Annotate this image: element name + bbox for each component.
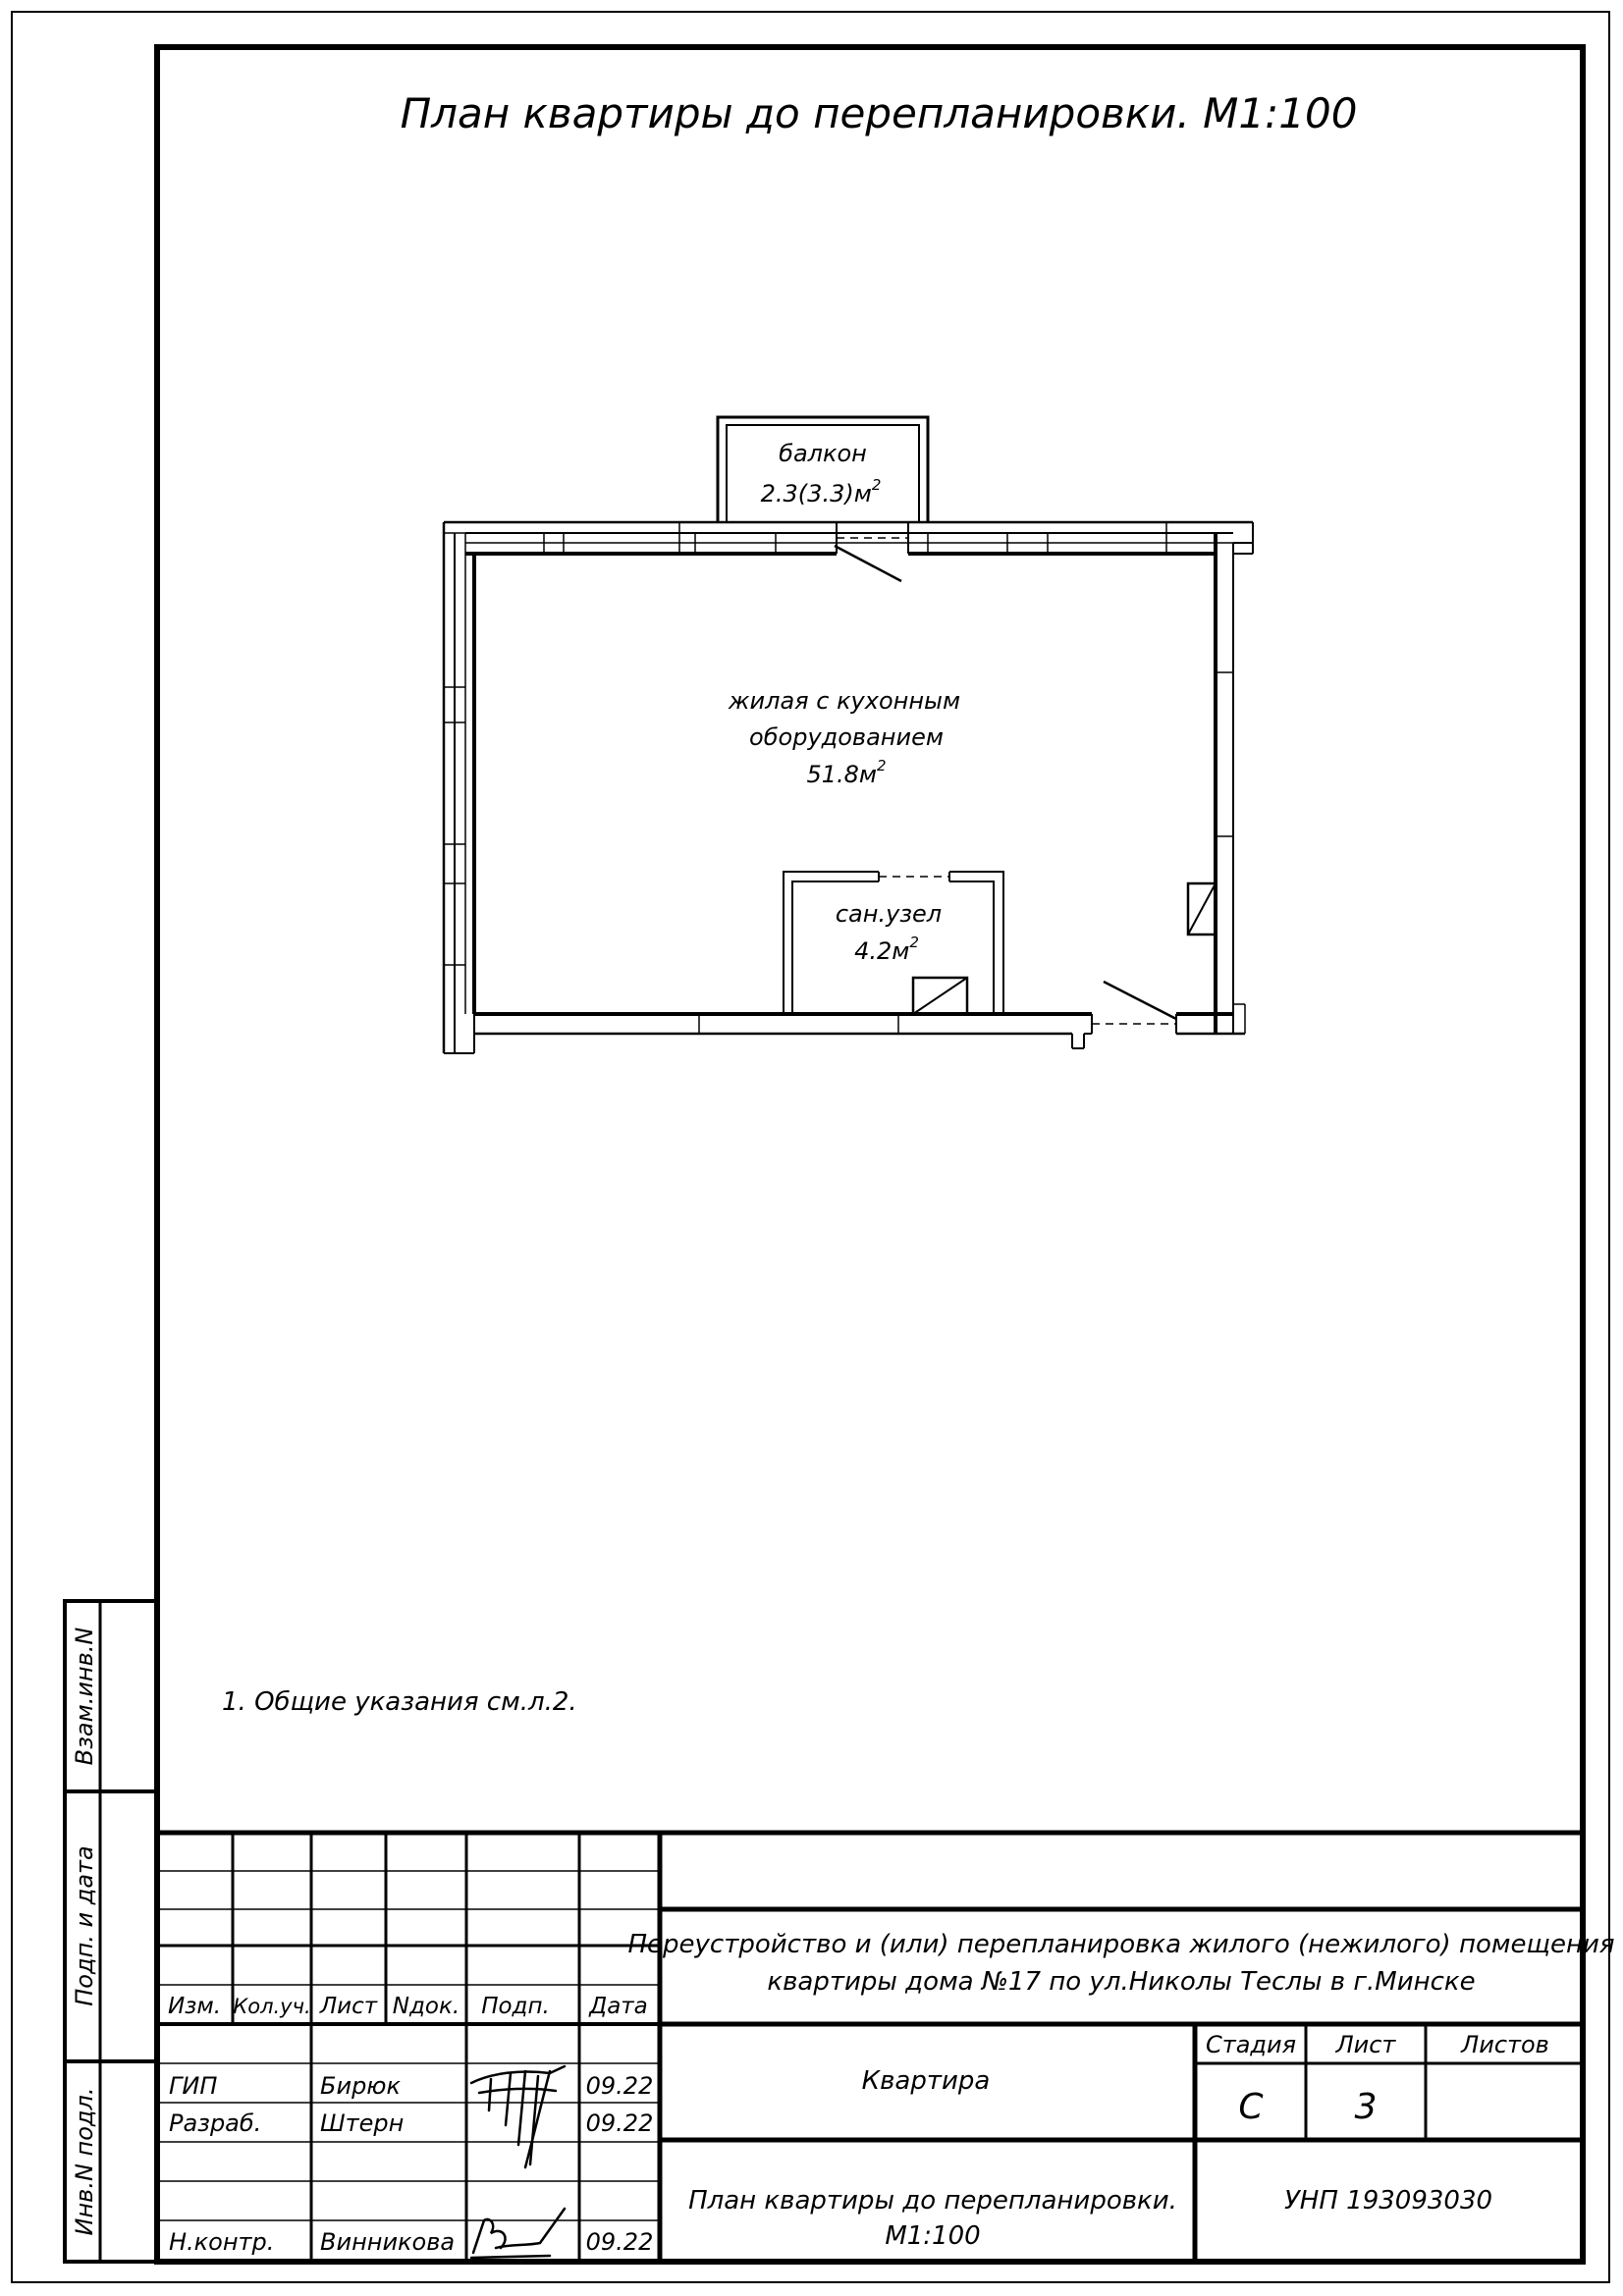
hdr-list: Лист xyxy=(319,1994,378,2019)
side-stamp-podp: Подп. и дата xyxy=(71,1845,98,2006)
hdr-kol: Кол.уч. xyxy=(233,1995,311,2018)
signer-role-razrab: Разраб. xyxy=(169,2109,262,2137)
sheet-value: 3 xyxy=(1354,2087,1378,2127)
living-name-line2: оборудованием xyxy=(749,723,944,751)
right-wall xyxy=(1188,533,1245,1034)
balcony-area: $2.3(3.3)м^2$ xyxy=(760,476,882,507)
balcony-name: балкон xyxy=(779,440,867,467)
hdr-ndok: Nдок. xyxy=(392,1994,460,2019)
project-line2: квартиры дома №17 по ул.Николы Теслы в г.Минске xyxy=(767,1967,1476,1997)
stage-value: С xyxy=(1238,2087,1264,2127)
title-block-headers xyxy=(168,1994,648,2019)
stage-label: Стадия xyxy=(1205,2031,1297,2058)
living-name-line1: жилая с кухонным xyxy=(728,687,961,715)
hdr-izm: Изм. xyxy=(167,1994,222,2019)
signer-role-gip: ГИП xyxy=(169,2072,218,2100)
object-name: Квартира xyxy=(861,2066,991,2096)
signer-name-razrab: Штерн xyxy=(320,2109,405,2137)
sheet-title-line2: М1:100 xyxy=(885,2221,981,2251)
bath-area: $4.2м^2$ xyxy=(854,934,919,965)
drawing-title: План квартиры до перепланировки. М1:100 xyxy=(400,89,1358,137)
sheet-label: Лист xyxy=(1335,2031,1396,2058)
signer-name-nkontr: Винникова xyxy=(320,2228,456,2256)
hdr-podp: Подп. xyxy=(481,1994,550,2019)
side-stamp-vzam: Взам.инв.N xyxy=(71,1627,98,1766)
hdr-data: Дата xyxy=(589,1994,648,2019)
bath-name: сан.узел xyxy=(835,900,943,928)
top-wall xyxy=(444,522,1253,581)
general-note: 1. Общие указания см.л.2. xyxy=(222,1687,577,1717)
sheet-title-line1: План квартиры до перепланировки. xyxy=(688,2186,1177,2216)
sheets-label: Листов xyxy=(1461,2031,1549,2058)
signer-date-razrab: 09.22 xyxy=(585,2109,654,2137)
signer-role-nkontr: Н.контр. xyxy=(169,2228,275,2256)
project-line1: Переустройство и (или) перепланировка жилого (нежилого) помещения xyxy=(627,1930,1615,1959)
signer-date-nkontr: 09.22 xyxy=(585,2228,654,2256)
signer-name-gip: Бирюк xyxy=(320,2072,401,2100)
signer-date-gip: 09.22 xyxy=(585,2072,654,2100)
signature-gip xyxy=(471,2066,565,2167)
living-area: $51.8м^2$ xyxy=(806,757,887,788)
unp: УНП 193093030 xyxy=(1283,2186,1493,2216)
bottom-wall xyxy=(474,982,1245,1048)
signature-nkontr xyxy=(471,2209,565,2258)
room-labels xyxy=(728,440,960,965)
left-wall xyxy=(444,522,474,1053)
side-stamp-inv: Инв.N подл. xyxy=(71,2087,98,2236)
